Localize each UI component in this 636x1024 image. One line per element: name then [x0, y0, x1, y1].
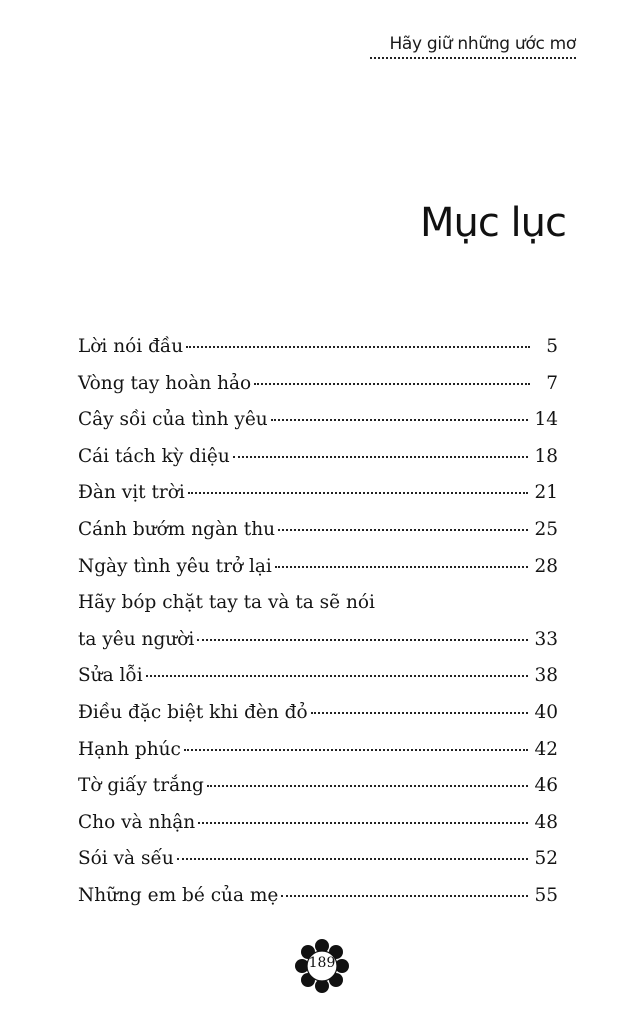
toc-entry-title: Điều đặc biệt khi đèn đỏ: [78, 701, 308, 723]
toc-entry-title: Tờ giấy trắng: [78, 775, 204, 797]
dot-leader: [207, 785, 529, 787]
toc-entry: [78, 482, 558, 519]
dot-leader: [281, 895, 528, 897]
header-dotted-rule: [370, 57, 576, 59]
dot-leader: [184, 749, 529, 751]
toc-entry-page: 55: [534, 884, 558, 906]
toc-entry-title: Sói và sếu: [78, 848, 174, 870]
dot-leader: [311, 712, 529, 714]
toc-entry-title: ta yêu người: [78, 628, 195, 650]
toc-entry: [78, 702, 558, 739]
toc-entry-title: Ngày tình yêu trở lại: [78, 555, 272, 577]
toc-entry-title: Những em bé của mẹ: [78, 884, 279, 906]
toc-entry-title: Hãy bóp chặt tay ta và ta sẽ nói: [78, 592, 375, 614]
toc-entry-page: 5: [546, 336, 558, 357]
toc-entry-title: Hạnh phúc: [78, 738, 181, 760]
toc-entry: [78, 336, 558, 373]
toc-entry-page: 14: [534, 409, 558, 431]
page-number-badge: [294, 938, 350, 994]
toc-entry-page: 28: [534, 555, 558, 577]
toc-entry-page: 48: [534, 811, 558, 833]
dot-leader: [271, 419, 529, 421]
toc-entry-title: Sửa lỗi: [78, 665, 143, 687]
toc-entry: [78, 775, 558, 812]
toc-entry-title: Đàn vịt trời: [78, 482, 185, 504]
toc-entry-title: Cho và nhận: [78, 811, 196, 833]
toc-entry-title: Cây sồi của tình yêu: [78, 409, 268, 431]
toc-entry-page: 33: [534, 628, 558, 650]
toc-entry: [78, 629, 558, 666]
dot-leader: [275, 566, 529, 568]
toc-entry-page: 25: [534, 518, 558, 540]
toc-entry: [78, 812, 558, 849]
table-of-contents: [78, 336, 558, 922]
toc-entry: [78, 739, 558, 776]
toc-entry-title: Vòng tay hoàn hảo: [78, 372, 252, 394]
toc-entry-title: Lời nói đầu: [78, 336, 184, 357]
toc-entry: [78, 848, 558, 885]
toc-entry-page: 46: [534, 775, 558, 797]
toc-entry: [78, 409, 558, 446]
toc-entry-title: Cánh bướm ngàn thu: [78, 518, 276, 540]
toc-entry: [78, 373, 558, 410]
toc-entry: [78, 556, 558, 593]
toc-heading: Mục lục: [419, 200, 566, 246]
dot-leader: [186, 346, 530, 348]
running-header: [370, 34, 576, 59]
dot-leader: [278, 529, 528, 531]
toc-entry-page: 18: [534, 445, 558, 467]
dot-leader: [254, 383, 530, 385]
toc-entry: [78, 519, 558, 556]
toc-entry-title: Cái tách kỳ diệu: [78, 445, 230, 467]
toc-entry-first-line: [78, 592, 558, 629]
dot-leader: [177, 858, 529, 860]
book-title: Hãy giữ những ước mơ: [389, 34, 576, 54]
toc-entry-page: 38: [534, 665, 558, 687]
toc-entry: [78, 446, 558, 483]
toc-entry: [78, 885, 558, 922]
toc-entry-page: 42: [534, 738, 558, 760]
dot-leader: [197, 639, 528, 641]
toc-entry-page: 7: [546, 372, 558, 394]
toc-entry-page: 40: [534, 701, 558, 723]
dot-leader: [233, 456, 529, 458]
toc-entry: [78, 665, 558, 702]
dot-leader: [188, 492, 529, 494]
toc-entry-page: 21: [534, 482, 558, 504]
dot-leader: [198, 822, 528, 824]
dot-leader: [146, 675, 529, 677]
page-number: 189: [308, 955, 336, 971]
toc-entry-page: 52: [534, 848, 558, 870]
